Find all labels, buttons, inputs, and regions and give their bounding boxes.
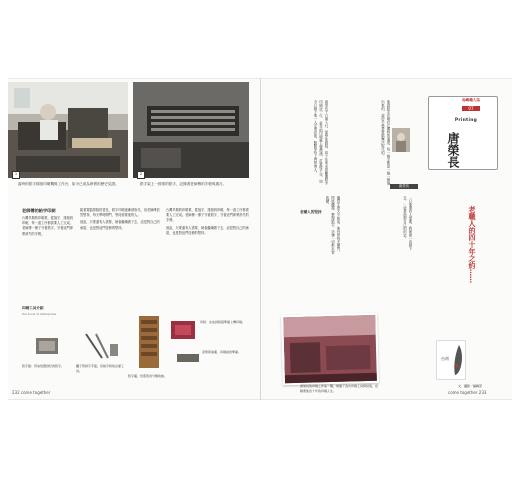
- photo-caption-1: 當時的鉛字排版印刷機與工作台，如今已成為珍貴的歷史見證。: [18, 182, 119, 186]
- body-column-1: [22, 216, 74, 272]
- body-paragraph: 儘管生意大不如前，他仍然每天開門，擦拭機器，整理鉛字，彷彿一切都未曾改變。: [325, 196, 340, 254]
- taiwan-map-icon: [452, 344, 464, 376]
- article-title: 唐榮長: [446, 132, 460, 168]
- credit: 文．攝影／編輯部: [458, 384, 483, 388]
- inline-tag: 唐榮長: [390, 184, 418, 189]
- article-subtitle: 老職人的四十年之約……: [468, 206, 476, 283]
- series-number: 07: [462, 106, 480, 111]
- tool-type-cabinet: [136, 314, 162, 370]
- folio-left: 232 come together: [12, 390, 51, 395]
- tool-tweezers: [82, 330, 122, 360]
- photo-caption-2: 鉛字架上一排排的鉛字，記錄著老師傅的手藝與歲月。: [140, 182, 227, 186]
- body-column-2: [80, 208, 160, 274]
- tool-caption-5: 滾筒與油墨，印刷前的準備。: [202, 350, 242, 354]
- tool-ink-roller: [176, 350, 200, 364]
- photo-press-machine: [8, 82, 128, 178]
- tool-caption-3: 鉛字櫃，依照部首分類收納。: [128, 374, 168, 378]
- body-paragraph: 台灣早期的印刷業，從撿字、排版到印刷，每一道工序都需要人工完成。老師傅一輩子守著鉛字，守著這門即將消失的手藝。: [22, 216, 73, 236]
- vertical-text-block-3: [276, 196, 340, 256]
- section-heading: 老師傅的鉛字印刷: [22, 208, 56, 213]
- body-paragraph: 他說，只要還有人需要，就會繼續做下去，這是對自己的承諾，也是對這門技藝的堅持。: [80, 220, 160, 230]
- body-column-3: [166, 208, 250, 274]
- tool-caption-4: 印版：完成排版後準備上機印刷。: [200, 320, 246, 324]
- photo-number-2: 2: [137, 171, 145, 179]
- photo-type-case: [133, 82, 249, 178]
- body-paragraph: 「只要還有人需要，我就會一直做下去。」這是他對自己的約定。: [402, 196, 412, 251]
- vertical-text-block-1: [276, 100, 328, 186]
- series-label: 島嶼職人誌: [462, 98, 480, 102]
- body-paragraph: 台灣早期的印刷業，從撿字、排版到印刷，每一道工序都需要人工完成。老師傅一輩子守著鉛字，守著這門即將消失的手藝。: [166, 208, 249, 223]
- workshop-photo: [281, 313, 379, 385]
- body-paragraph: 他說，只要還有人需要，就會繼續做下去，這是對自己的承諾，也是對這門技藝的堅持。: [166, 225, 249, 235]
- body-paragraph: 當年的印刷廠人聲鼎沸，訂單接不完，如今只剩下他一人守著店面，默默等待上門的客人。: [313, 100, 323, 183]
- photo-number-1: 1: [12, 171, 20, 179]
- vertical-text-block-2: [330, 100, 390, 186]
- tool-printing-plate: [170, 320, 196, 340]
- body-paragraph: 唐榮長十六歲入行，從學徒做起，四十年來未曾離開鉛字印刷這一行。: [318, 100, 328, 185]
- body-paragraph: 隨著電腦排版的普及，鉛字印刷逐漸被取代，但老師傅依然堅持，每天準時開門，等待需要他的人。: [80, 208, 160, 218]
- series-english: Printing: [454, 118, 478, 123]
- tool-type-tray: [34, 334, 60, 356]
- vertical-text-block-4: [344, 196, 412, 256]
- portrait-photo: [392, 128, 410, 152]
- page-gutter: [260, 78, 261, 400]
- tools-subheading: the tools of letterpress: [22, 312, 57, 316]
- body-paragraph: 他說鉛字印刷有它獨特的溫度，每一個字都是一個一個撿出來的，這份手感是電腦無法取代的。: [380, 100, 390, 185]
- map-label: 台南: [441, 356, 449, 361]
- tool-caption-1: 鉛字盤：用來放置排好的鉛字。: [22, 364, 65, 368]
- tool-caption-2: 鑷子與排字手盤，是撿字時的必備工具。: [76, 364, 125, 373]
- workshop-photo-caption: 唐榮長的印刷工作室一隅，堆滿了各式印刷工具與紙張，記錄著他四十年的印刷人生。: [300, 384, 379, 393]
- folio-right: come together 233: [448, 390, 487, 395]
- tools-heading: 印刷工具介紹: [22, 306, 44, 310]
- sub-heading: 老職人的堅持: [300, 210, 322, 214]
